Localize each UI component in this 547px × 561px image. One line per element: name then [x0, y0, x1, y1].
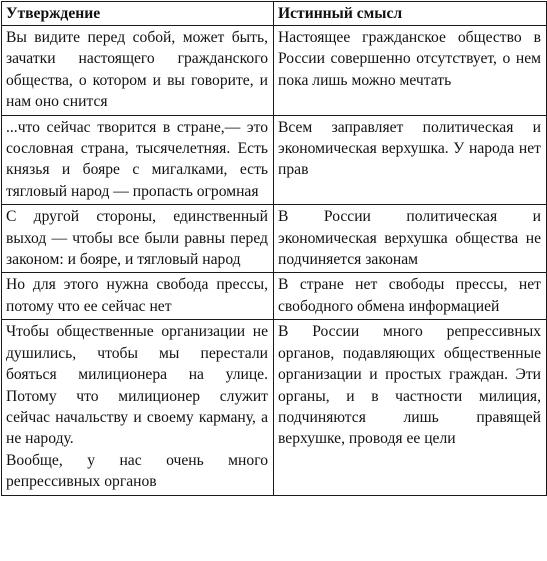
statement-cell	[2, 273, 274, 320]
cell-text: Всем заправляет политическая и экономическая верхушка. У народа нет прав	[278, 118, 541, 179]
table-row	[2, 205, 547, 273]
cell-text: В России много репрессивных органов, подавляющих общественные организации и простых граждан. Эти органы, и в частности милиция, подчиняются лишь правящей верхушке, проводя ее цели	[278, 323, 541, 448]
statement-cell	[2, 320, 274, 495]
cell-text: Вообще, у нас очень много репрессивных органов	[6, 451, 268, 491]
true-meaning-cell	[274, 115, 547, 205]
statement-meaning-table	[1, 1, 547, 496]
cell-text: ...что сейчас творится в стране,— это сословная страна, тысячелетняя. Есть князья и бояре с мигалками, есть тягловый народ — пропасть огромная	[6, 118, 268, 200]
table-header-row	[2, 2, 547, 26]
table-row	[2, 26, 547, 116]
true-meaning-cell	[274, 320, 547, 495]
cell-text: Но для этого нужна свобода прессы, потому что ее сейчас нет	[6, 276, 268, 315]
cell-text: В России политическая и экономическая верхушка общества не подчиняется законам	[278, 208, 541, 269]
true-meaning-cell	[274, 26, 547, 116]
cell-text: Настоящее гражданское общество в России совершенно отсутствует, о нем пока лишь можно мечтать	[278, 29, 541, 89]
true-meaning-cell	[274, 273, 547, 320]
table-row	[2, 320, 547, 495]
header-statement: Утверждение	[2, 2, 274, 26]
statement-cell	[2, 205, 274, 273]
cell-text: Вы видите перед собой, может быть, зачатки настоящего гражданского общества, о котором и вы говорите, и нам оно снится	[6, 29, 268, 111]
header-true-meaning: Истинный смысл	[274, 2, 547, 26]
table-row	[2, 115, 547, 205]
true-meaning-cell	[274, 205, 547, 273]
statement-cell	[2, 115, 274, 205]
cell-text: В стране нет свободы прессы, нет свободного обмена информацией	[278, 276, 541, 315]
table-row	[2, 273, 547, 320]
cell-text: Чтобы общественные организации не душились, чтобы мы перестали бояться милиционера на улице. Потому что милиционер служит сейчас начальству и своему карману, а не народу.	[6, 323, 268, 448]
document-page	[1, 1, 546, 559]
statement-cell	[2, 26, 274, 116]
cell-text: С другой стороны, единственный выход — чтобы все были равны перед законом: и бояре, и тягловый народ	[6, 208, 268, 269]
